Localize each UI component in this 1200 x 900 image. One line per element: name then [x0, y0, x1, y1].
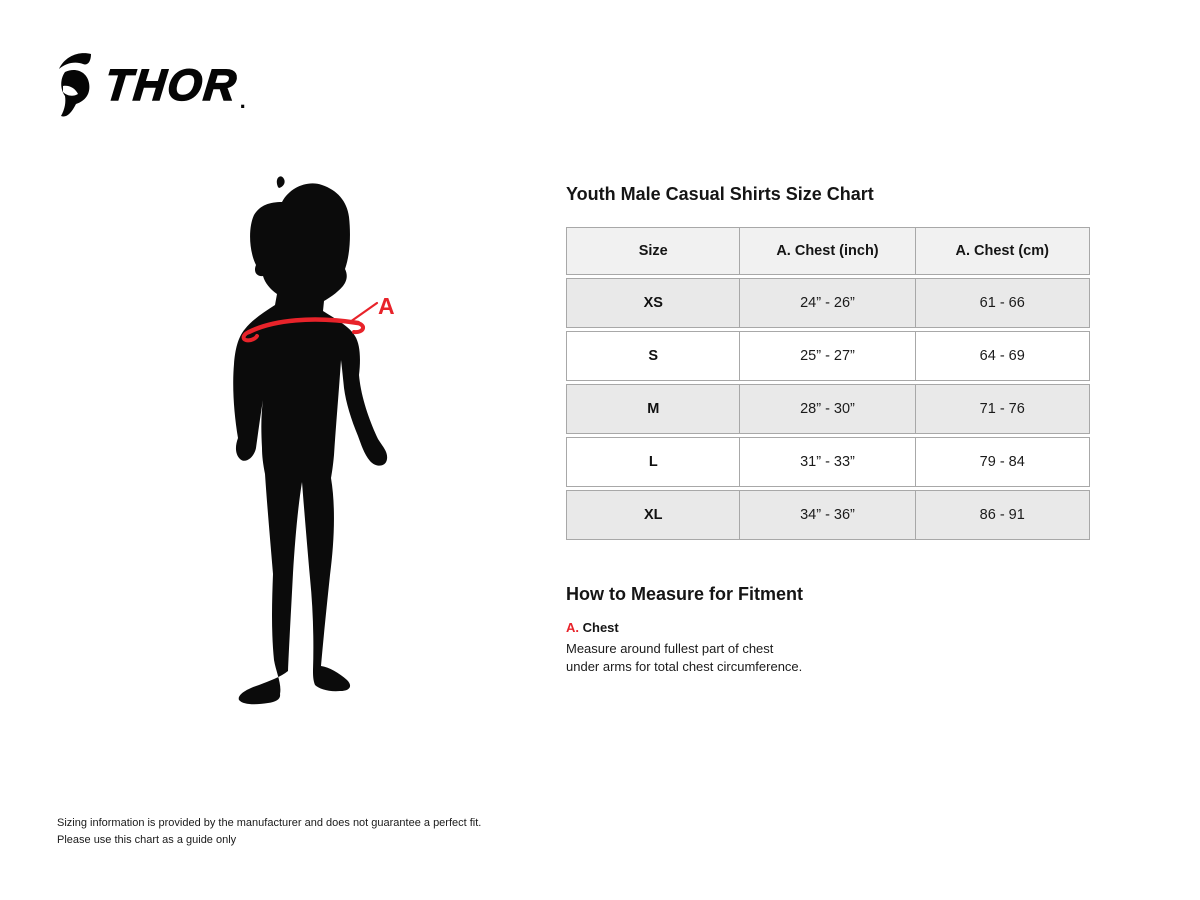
size-cell: XL	[566, 490, 740, 540]
hair-curl	[277, 176, 285, 188]
size-table-row	[566, 490, 1090, 540]
chest-cm-cell: 86 - 91	[916, 490, 1091, 540]
size-cell: XS	[566, 278, 740, 328]
chest-inch-cell: 24” - 26”	[740, 278, 915, 328]
chest-cm-cell: 79 - 84	[916, 437, 1091, 487]
measure-name-label: Chest	[582, 620, 619, 635]
disclaimer-line-2: Please use this chart as a guide only	[57, 833, 237, 846]
child-silhouette-figure	[218, 172, 418, 732]
size-table-row	[566, 331, 1090, 381]
measure-key-label: A.	[566, 620, 579, 635]
measure-description: Measure around fullest part of chest under arms for total chest circumference.	[566, 641, 803, 674]
chest-cm-cell: 71 - 76	[916, 384, 1091, 434]
measure-item-chest	[566, 620, 1090, 676]
measure-pointer-line	[350, 303, 377, 322]
disclaimer-line-1: Sizing information is provided by the manufacturer and does not guarantee a perfect fit.	[57, 817, 482, 829]
size-cell: M	[566, 384, 740, 434]
thor-ram-icon	[55, 52, 99, 120]
logo-trademark-dot: .	[239, 88, 246, 113]
brand-logo	[55, 52, 246, 120]
column-header-chest-inch: A. Chest (inch)	[740, 227, 915, 275]
how-to-measure-heading: How to Measure for Fitment	[566, 584, 804, 604]
chest-inch-cell: 28” - 30”	[740, 384, 915, 434]
size-cell: S	[566, 331, 740, 381]
column-header-chest-cm: A. Chest (cm)	[916, 227, 1091, 275]
child-silhouette	[233, 183, 387, 704]
size-chart-section	[566, 184, 1090, 676]
chest-inch-cell: 31” - 33”	[740, 437, 915, 487]
disclaimer-footer	[57, 815, 481, 848]
chest-inch-cell: 25” - 27”	[740, 331, 915, 381]
brand-wordmark: THOR	[102, 61, 241, 110]
chest-cm-cell: 61 - 66	[916, 278, 1091, 328]
size-table-row	[566, 437, 1090, 487]
size-table-body	[566, 278, 1090, 540]
measurement-label-a: A	[378, 293, 395, 319]
column-header-size: Size	[566, 227, 740, 275]
size-chart-table	[566, 224, 1090, 543]
size-table-row	[566, 384, 1090, 434]
measure-item-title	[566, 620, 1090, 635]
chest-inch-cell: 34” - 36”	[740, 490, 915, 540]
size-cell: L	[566, 437, 740, 487]
chest-cm-cell: 64 - 69	[916, 331, 1091, 381]
size-table-row	[566, 278, 1090, 328]
table-header-row	[566, 227, 1090, 275]
size-chart-title: Youth Male Casual Shirts Size Chart	[566, 184, 874, 204]
